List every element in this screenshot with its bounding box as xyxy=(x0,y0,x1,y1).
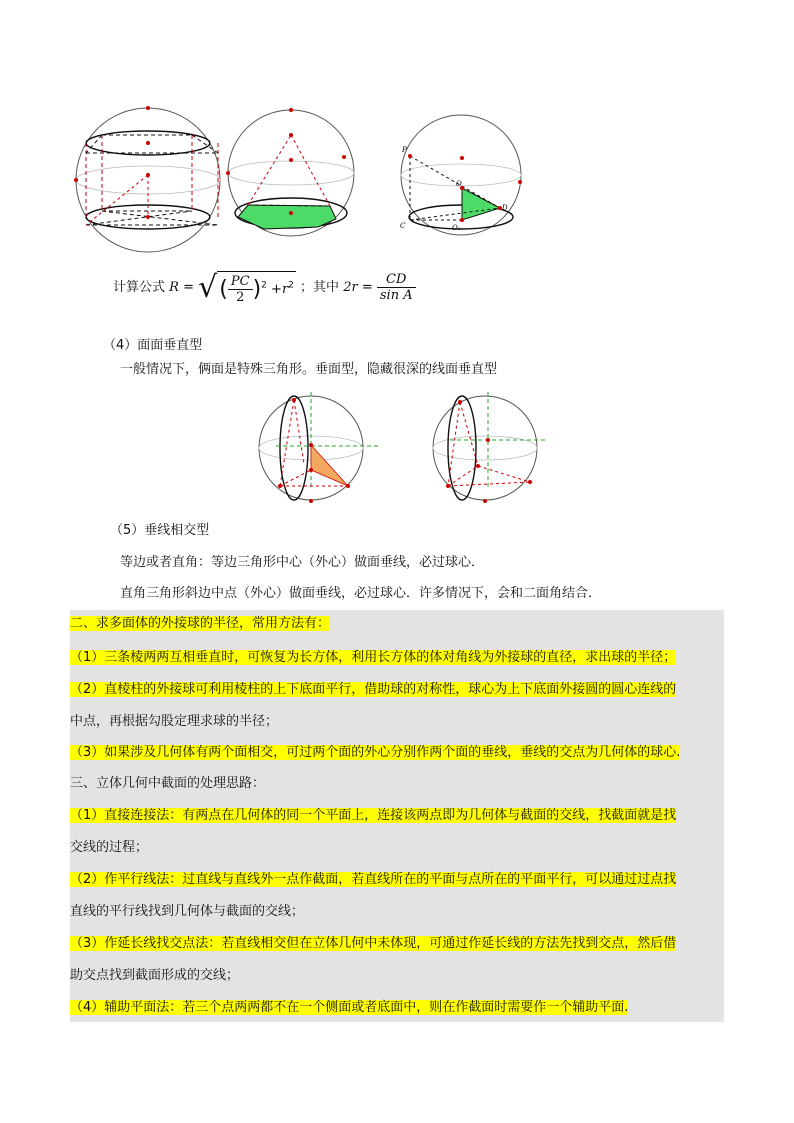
part2-item3: （3）如果涉及几何体有两个面相交，可过两个面的外心分别作两个面的垂线，垂线的交点为几何体的球心. xyxy=(70,745,681,760)
label-o1: O₁ xyxy=(452,224,461,232)
part2-title: 二、求多面体的外接球的半径，常用方法有： xyxy=(70,616,331,631)
figure-sphere-green-base xyxy=(226,105,356,243)
part3-item1b: 交线的过程； xyxy=(70,840,149,855)
section4-heading: （4）面面垂直型 xyxy=(103,338,203,353)
radius-formula: 计算公式 R = √( $\frac{PC}{2}$ )$^2 +r^2$ ；其中 2r = $\frac{CD}{\text{sin A}}$ xyxy=(113,270,416,305)
figure-face-perpendicular-1 xyxy=(256,390,386,505)
figure-sphere-pyramid xyxy=(396,110,526,240)
label-c: C xyxy=(400,222,406,230)
part3-title: 三、立体几何中截面的处理思路： xyxy=(70,776,266,791)
part2-item1: （1）三条棱两两互相垂直时，可恢复为长方体，利用长方体的体对角线为外接球的直径，求出球的半径； xyxy=(70,650,677,665)
part3-item3a: （3）作延长线找交点法：若直线相交但在立体几何中未体现，可通过作延长线的方法先找到交点，然后借 xyxy=(70,936,677,951)
formula-2r: 2r xyxy=(343,280,358,295)
label-d: D xyxy=(502,204,508,212)
figure-face-perpendicular-2 xyxy=(430,390,550,505)
part3-item3b: 助交点找到截面形成的交线； xyxy=(70,968,240,983)
part3-item2a: （2）作平行线法：过直线与直线外一点作截面，若直线所在的平面与点所在的平面平行，可以通过过点找 xyxy=(70,872,677,887)
formula-sep: ；其中 xyxy=(300,280,340,295)
label-o: O xyxy=(456,180,462,188)
part3-item1a: （1）直接连接法：有两点在几何体的同一个平面上，连接该两点即为几何体与截面的交线，找截面就是找 xyxy=(70,808,677,823)
section5-line1: 等边或者直角：等边三角形中心（外心）做面垂线，必过球心． xyxy=(120,555,485,570)
section5-heading: （5）垂线相交型 xyxy=(110,523,210,538)
formula-prefix: 计算公式 xyxy=(113,280,166,295)
label-p: P xyxy=(402,146,407,154)
part3-item4: （4）辅助平面法：若三个点两两都不在一个侧面或者底面中，则在作截面时需要作一个辅助平面. xyxy=(70,1000,629,1015)
part2-item2b: 中点，再根据勾股定理求球的半径； xyxy=(70,714,279,729)
part3-item2b: 直线的平行线找到几何体与截面的交线； xyxy=(70,904,305,919)
formula-R: R xyxy=(169,280,179,295)
section4-desc: 一般情况下，俩面是特殊三角形。垂面型，隐藏很深的线面垂直型 xyxy=(120,362,498,377)
figure-sphere-prism xyxy=(72,105,224,255)
part2-item2a: （2）直棱柱的外接球可利用棱柱的上下底面平行，借助球的对称性，球心为上下底面外接圆的圆心连线的 xyxy=(70,682,677,697)
section5-line2: 直角三角形斜边中点（外心）做面垂线，必过球心．许多情况下，会和二面角结合． xyxy=(120,586,602,601)
fraction-cd-sina: $\frac{CD}{\text{sin A}}$ xyxy=(377,272,416,303)
formula-eq: = xyxy=(183,280,194,295)
fraction-pc-2: $\frac{PC}{2}$ xyxy=(228,274,253,305)
